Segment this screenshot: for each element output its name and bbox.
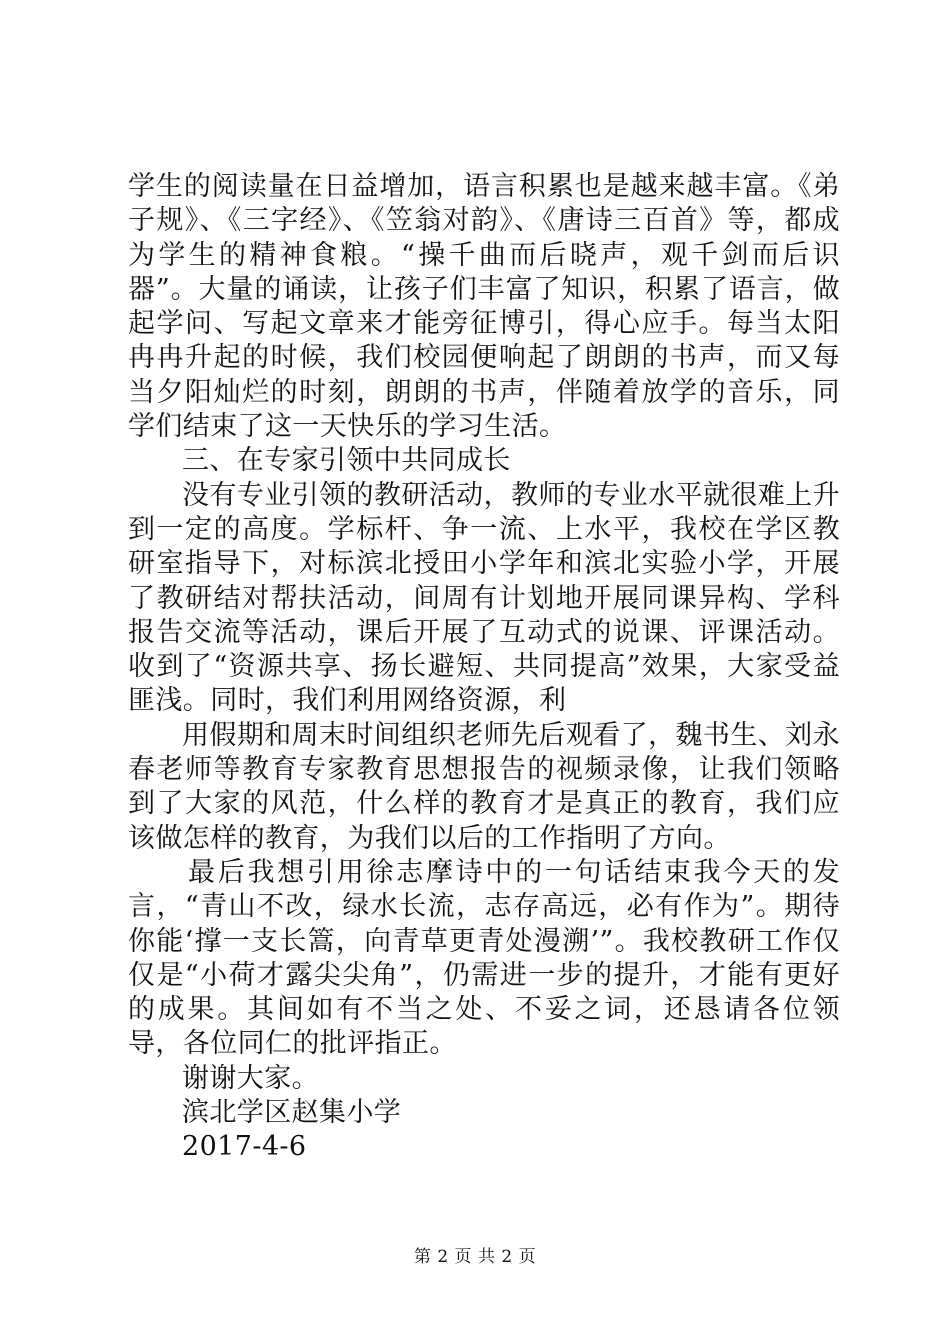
paragraph-reading-life: 学生的阅读量在日益增加，语言积累也是越来越丰富。《弟子规》、《三字经》、《笠翁对韵》、《唐诗三百首》等，都成为学生的精神食粮。“操千曲而后晓声，观千剑而后识器”。大量的诵读，让孩子们丰富了知识，积累了语言，做起学问、写起文章来才能旁征博引，得心应手。每当太阳冉冉升起的时候，我们校园便响起了朗朗的书声，而又每当夕阳灿烂的时刻，朗朗的书声，伴随着放学的音乐，同学们结束了这一天快乐的学习生活。 — [128, 171, 840, 443]
paragraph-teaching-research: 没有专业引领的教研活动，教师的专业水平就很难上升到一定的高度。学标杆、争一流、上水平，我校在学区教研室指导下，对标滨北授田小学年和滨北实验小学，开展了教研结对帮扶活动，间周有计划地开展同课异构、学科报告交流等活动，课后开展了互动式的说课、评课活动。收到了“资源共享、扬长避短、共同提高”效果，大家受益匪浅。同时，我们利用网络资源，利 — [128, 479, 840, 717]
paragraph-video-learning: 用假期和周末时间组织老师先后观看了，魏书生、刘永春老师等教育专家教育思想报告的视频录像，让我们领略到了大家的风范，什么样的教育才是真正的教育，我们应该做怎样的教育，为我们以后的工作指明了方向。 — [128, 719, 840, 854]
paragraph-closing-remarks: 最后我想引用徐志摩诗中的一句话结束我今天的发言，“青山不改，绿水长流，志存高远，必有作为”。期待你能‘撑一支长篙，向青草更青处漫溯’”。我校教研工作仅仅是“小荷才露尖尖角”，仍需进一步的提升，才能有更好的成果。其间如有不当之处、不妥之词，还恳请各位领导，各位同仁的批评指正。 — [128, 856, 840, 1060]
page-footer: 第 2 页 共 2 页 — [413, 1247, 537, 1267]
document-body — [128, 170, 840, 1165]
thanks-line: 谢谢大家。 — [182, 1062, 319, 1094]
signature-school: 滨北学区赵集小学 — [182, 1097, 402, 1129]
section-heading-expert-guidance: 三、在专家引领中共同成长 — [182, 445, 511, 477]
signature-date: 2017-4-6 — [182, 1131, 307, 1163]
